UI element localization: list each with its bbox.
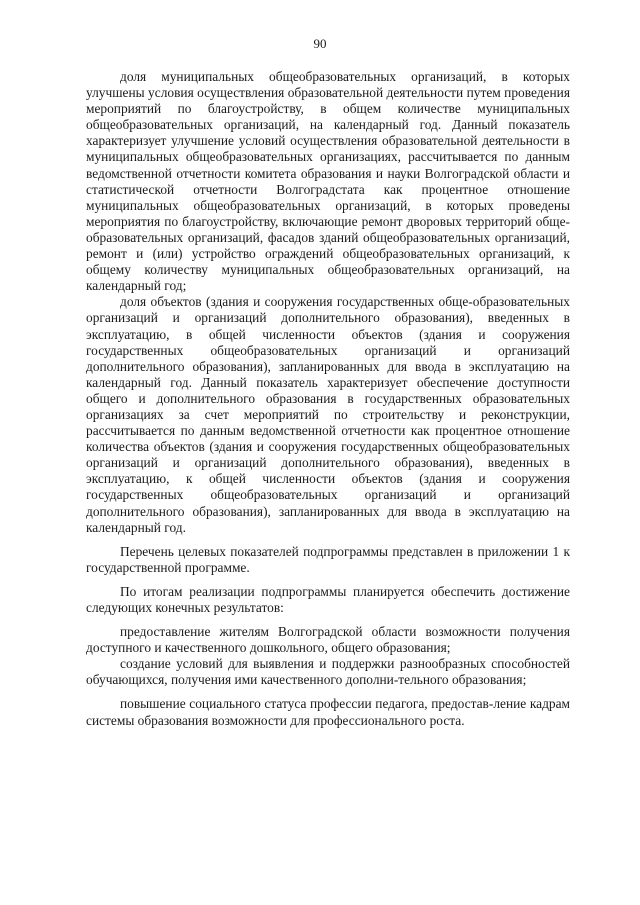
result-item-abilities: создание условий для выявления и поддержки разнообразных способностей обучающихся, получения ими качественного дополни-тельного образования; bbox=[86, 656, 570, 688]
page-number: 90 bbox=[313, 36, 327, 51]
document-body bbox=[86, 69, 570, 729]
paragraph-indicator-general-education: доля муниципальных общеобразовательных организаций, в которых улучшены условия осуществления образовательной деятельности путем проведения мероприятий по благоустройству, в общем количестве муниципальных общеобразовательных организаций, на календарный год. Данный показатель характеризует улучшение условий осуществления образовательной деятельности в муниципальных общеобразовательных организациях, рассчитывается по данным ведомственной отчетности комитета образования и науки Волгоградской области и статистической отчетности Волгоградстата как процентное отношение муниципальных общеобразовательных организаций, в которых проведены мероприятия по благоустройству, включающие ремонт дворовых территорий обще-образовательных организаций, фасадов зданий общеобразовательных организаций, ремонт и (или) устройство ограждений общеобразовательных организаций, к общему количеству муниципальных общеобразовательных организаций, на календарный год; bbox=[86, 69, 570, 294]
result-item-teachers: повышение социального статуса профессии педагога, предостав-ление кадрам системы образования возможности для профессионального роста. bbox=[86, 696, 570, 728]
result-item-access: предоставление жителям Волгоградской области возможности получения доступного и качественного дошкольного, общего образования; bbox=[86, 624, 570, 656]
paragraph-indicator-facilities: доля объектов (здания и сооружения государственных обще-образовательных организаций и организаций дополнительного образования), введенных в эксплуатацию, в общей численности объектов (здания и сооружения государственных общеобразовательных организаций и организаций дополнительного образования), запланированных для ввода в эксплуатацию на календарный год. Данный показатель характеризует обеспечение доступности общего и дополнительного образования в государственных образовательных организациях за счет мероприятий по строительству и реконструкции, рассчитывается по данным ведомственной отчетности как процентное отношение количества объектов (здания и сооружения государственных общеобразовательных организаций и организаций дополнительного образования), введенных в эксплуатацию, к общей численности объектов (здания и сооружения государственных общеобразовательных организаций и организаций дополнительного образования), запланированных для ввода в эксплуатацию на календарный год. bbox=[86, 294, 570, 535]
paragraph-expected-results: По итогам реализации подпрограммы планируется обеспечить достижение следующих конечных результатов: bbox=[86, 583, 570, 615]
paragraph-indicators-list: Перечень целевых показателей подпрограммы представлен в приложении 1 к государственной программе. bbox=[86, 543, 570, 575]
